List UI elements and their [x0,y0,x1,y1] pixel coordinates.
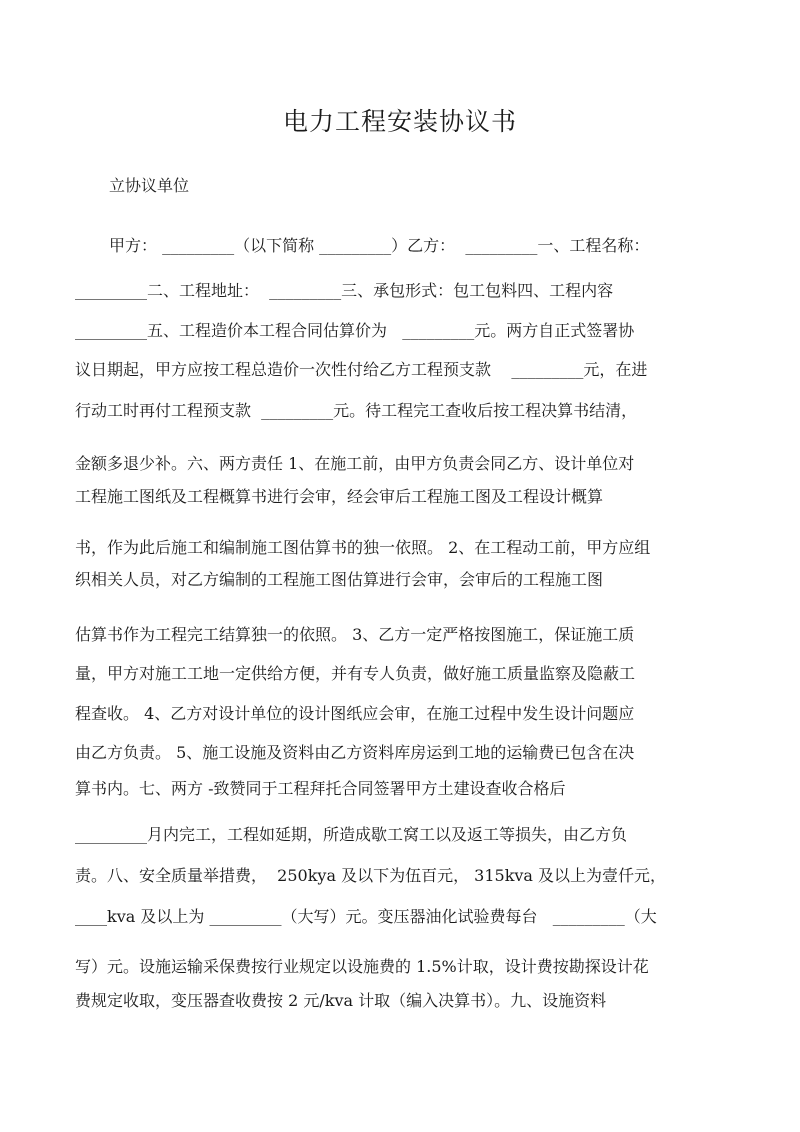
text-line: 书，作为此后施工和编制施工图估算书的独一依照。 2、在工程动工前，甲方应组 [75,538,651,557]
text-line: 算书内。七、两方 -致赞同于工程拜托合同签署甲方土建设查收合格后 [75,779,566,798]
text-line: _________二、工程地址： _________三、承包形式：包工包料四、工程内容 [75,281,614,300]
text-line: _________五、工程造价本工程合同估算价为 _________元。两方自正式签署协 [75,321,635,340]
text-line: 工程施工图纸及工程概算书进行会审，经会审后工程施工图及工程设计概算 [75,487,604,506]
text-line: _________月内完工，工程如延期，所造成歇工窝工以及返工等损失，由乙方负 [75,825,628,844]
text-line: 程查收。 4、乙方对设计单位的设计图纸应会审，在施工过程中发生设计问题应 [75,704,635,723]
text-line: 议日期起，甲方应按工程总造价一次性付给乙方工程预支款 _________元，在进 [75,360,648,379]
text-line: 费规定收取，变压器查收费按 2 元/kva 计取（编入决算书）。九、设施资料 [75,991,607,1010]
text-line: 写）元。设施运输采保费按行业规定以设施费的 1.5%计取，设计费按勘探设计花 [75,957,649,976]
text-line: 金额多退少补。六、两方责任 1、在施工前，由甲方负责会同乙方、设计单位对 [75,454,635,473]
text-line: 行动工时再付工程预支款 _________元。待工程完工查收后按工程决算书结清， [75,401,638,420]
text-line-parties-header: 立协议单位 [109,176,190,195]
text-line: 由乙方负责。 5、施工设施及资料由乙方资料库房运到工地的运输费已包含在决 [75,743,635,762]
text-line: 量，甲方对施工工地一定供给方便，并有专人负责，做好施工质量监察及隐蔽工 [75,664,636,683]
text-line: 估算书作为工程完工结算独一的依照。 3、乙方一定严格按图施工，保证施工质 [75,625,635,644]
text-line: ____kva 及以上为 _________（大写）元。变压器油化试验费每台 _________（大 [75,907,657,926]
document-title: 电力工程安装协议书 [282,107,517,136]
text-line: 织相关人员，对乙方编制的工程施工图估算进行会审，会审后的工程施工图 [75,570,604,589]
text-line: 甲方： _________（以下简称 _________）乙方： _________一、工程名称： [109,236,650,255]
text-line: 责。八、安全质量举措费， 250kya 及以下为伍百元， 315kva 及以上为壹仟元， [75,866,667,885]
